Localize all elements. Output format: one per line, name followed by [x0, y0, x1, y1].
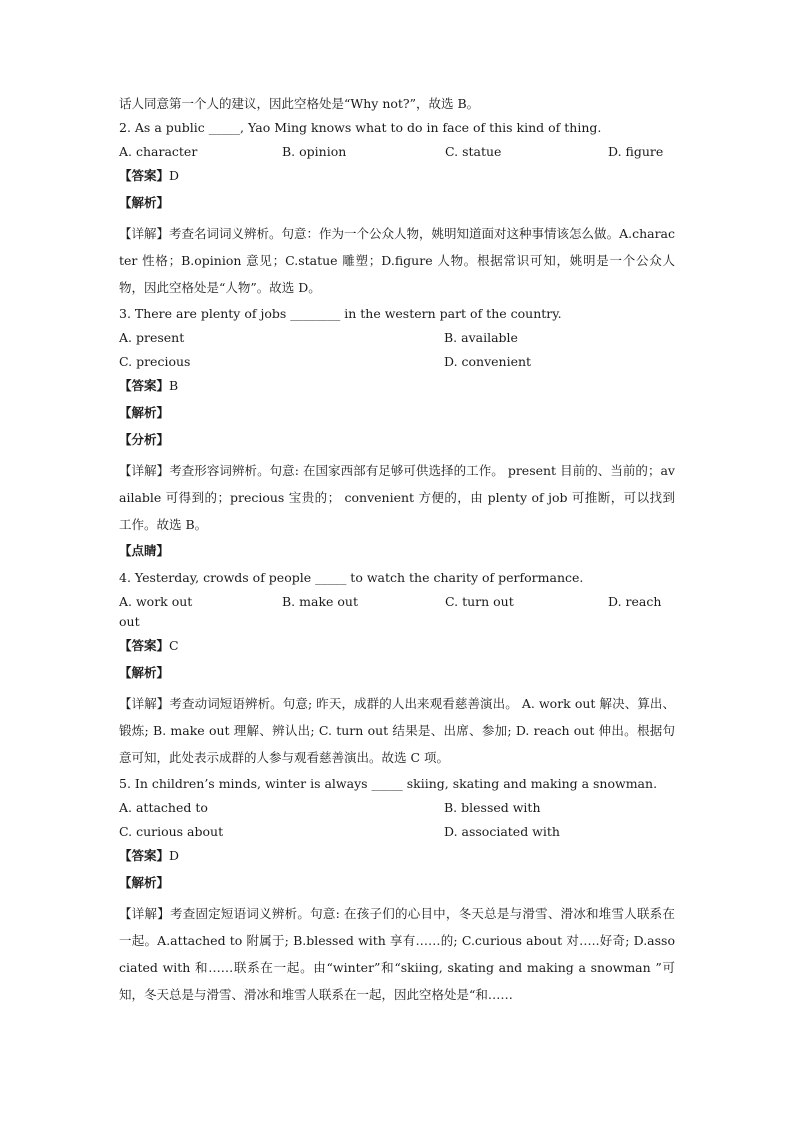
question-3-options-row1 — [119, 328, 675, 348]
question-5-detail: 【详解】考查固定短语词义辨析。句意: 在孩子们的心目中，冬天总是与滑雪、滑冰和堆雪人联系在一起。A.attached to 附属于; B.blessed with 享有……的; C.curious about 对…..好奇; D.associated with 和……联系在一起。由“winter”和“skiing, skating and making a snowman ”可知，冬天总是与滑雪、滑冰和堆雪人联系在一起，因此空格处是“和…… — [119, 906, 675, 1002]
option-c: C. curious about — [119, 824, 224, 839]
question-3-answer: 【答案】B — [119, 378, 179, 393]
option-d: D. convenient — [444, 354, 532, 369]
question-5-answer: 【答案】D — [119, 848, 180, 863]
option-a: A. present — [119, 330, 185, 345]
question-5-jiexi: 【解析】 — [119, 875, 170, 890]
option-c: C. turn out — [445, 594, 514, 609]
question-2-options — [119, 142, 675, 162]
question-4-stem: 4. Yesterday, crowds of people _____ to watch the charity of performance. — [119, 570, 584, 585]
option-b: B. opinion — [282, 144, 347, 159]
question-3-jiexi: 【解析】 — [119, 405, 170, 420]
question-2-jiexi: 【解析】 — [119, 195, 170, 210]
question-3-stem: 3. There are plenty of jobs ________ in the western part of the country. — [119, 306, 562, 321]
question-2-stem: 2. As a public _____, Yao Ming knows what to do in face of this kind of thing. — [119, 120, 602, 135]
option-d: D. associated with — [444, 824, 560, 839]
question-2-answer: 【答案】D — [119, 168, 180, 183]
option-b: B. available — [444, 330, 518, 345]
question-3-fenxi: 【分析】 — [119, 432, 170, 447]
option-d: D. reach — [608, 594, 662, 609]
question-2-detail: 【详解】考查名词词义辨析。句意：作为一个公众人物，姚明知道面对这种事情该怎么做。A.character 性格；B.opinion 意见；C.statue 雕塑；D.figure 人物。根据常识可知，姚明是一个公众人物，因此空格处是“人物”。故选 D。 — [119, 226, 675, 295]
question-3-dianjing: 【点睛】 — [119, 543, 170, 558]
question-4-detail: 【详解】考查动词短语辨析。句意; 昨天，成群的人出来观看慈善演出。 A. work out 解决、算出、锻炼; B. make out 理解、辨认出; C. turn out 结果是、出席、参加; D. reach out 伸出。根据句意可知，此处表示成群的人参与观看慈善演出。故选 C 项。 — [119, 696, 675, 765]
question-4-option-wrap: out — [119, 614, 140, 629]
option-d: D. figure — [608, 144, 664, 159]
question-5-options-row1 — [119, 798, 675, 818]
question-4-jiexi: 【解析】 — [119, 665, 170, 680]
question-4-answer: 【答案】C — [119, 638, 179, 653]
option-b: B. make out — [282, 594, 358, 609]
option-b: B. blessed with — [444, 800, 541, 815]
option-a: A. work out — [119, 594, 193, 609]
question-3-options-row2 — [119, 352, 675, 372]
document-content — [119, 94, 675, 1008]
option-c: C. statue — [445, 144, 502, 159]
option-a: A. character — [119, 144, 198, 159]
question-5-stem: 5. In children’s minds, winter is always _____ skiing, skating and making a snowman. — [119, 776, 658, 791]
question-4-options — [119, 592, 675, 612]
option-c: C. precious — [119, 354, 191, 369]
option-a: A. attached to — [119, 800, 208, 815]
question-5-options-row2 — [119, 822, 675, 842]
question-3-detail: 【详解】考查形容词辨析。句意: 在国家西部有足够可供选择的工作。 present 目前的、当前的；available 可得到的；precious 宝贵的； convenient 方便的，由 plenty of job 可推断，可以找到工作。故选 B。 — [119, 463, 675, 532]
intro-line: 话人同意第一个人的建议，因此空格处是“Why not?”，故选 B。 — [119, 96, 480, 111]
